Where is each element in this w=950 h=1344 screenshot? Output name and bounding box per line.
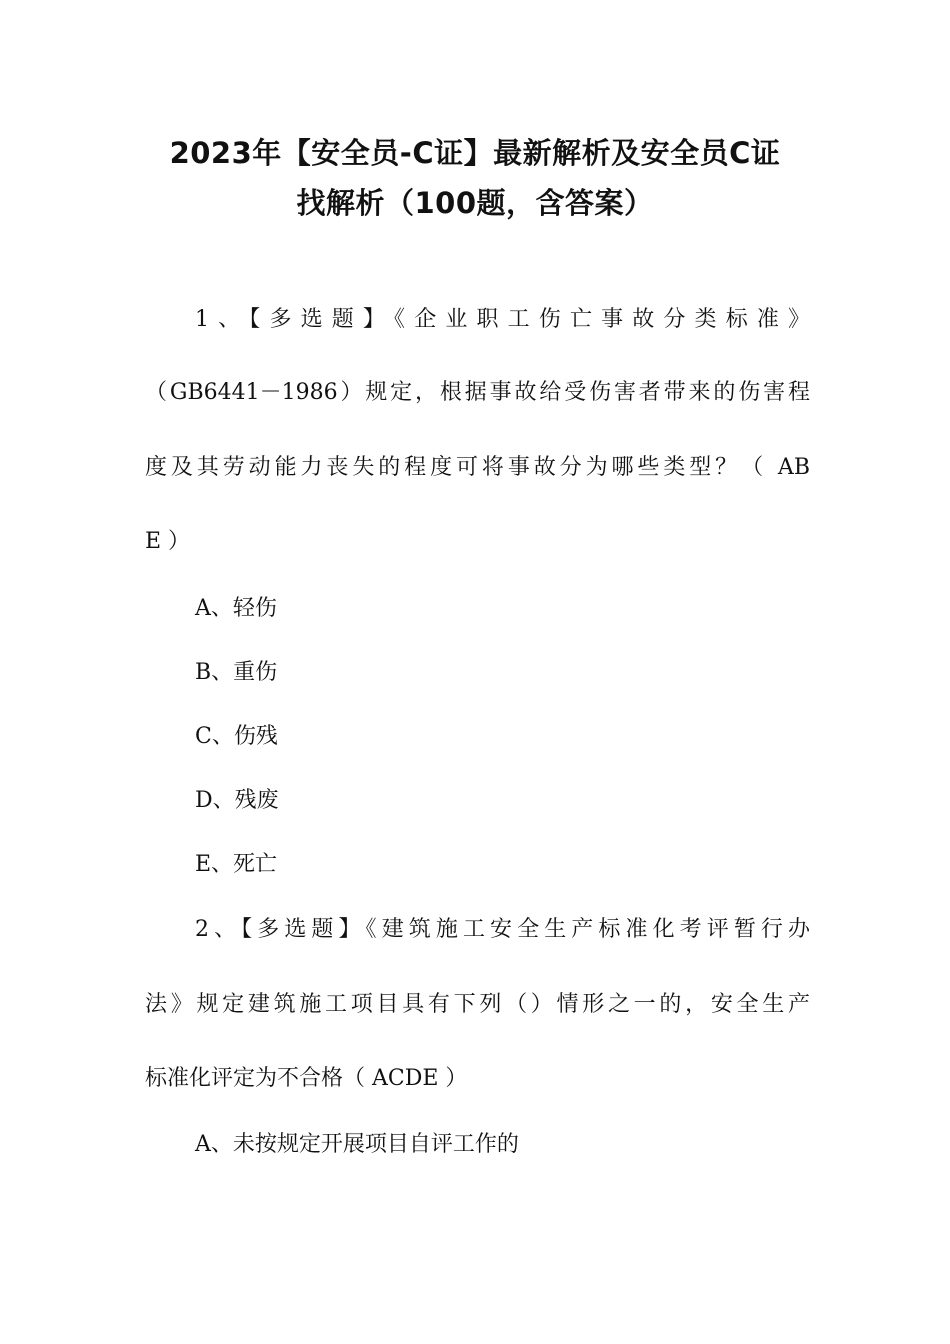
question-text-line: 2、【多选题】《建筑施工安全生产标准化考评暂行办 <box>195 917 810 942</box>
answer-option: C、伤残 <box>195 724 278 749</box>
question-text-line: 标准化评定为不合格（ ACDE ） <box>145 1066 468 1091</box>
answer-option: A、未按规定开展项目自评工作的 <box>195 1132 519 1157</box>
question-text-line: （GB6441－1986）规定，根据事故给受伤害者带来的伤害程 <box>145 380 810 405</box>
answer-option: A、轻伤 <box>195 596 277 621</box>
question-text-line: 法》规定建筑施工项目具有下列（）情形之一的，安全生产 <box>145 992 810 1017</box>
question-text-line: E ） <box>145 529 191 554</box>
question-text-line: 1、【多选题】《企业职工伤亡事故分类标准》 <box>195 307 810 332</box>
answer-option: E、死亡 <box>195 852 278 877</box>
title-line-2: 找解析（100题，含答案） <box>296 186 654 220</box>
title-line-1: 2023年【安全员-C证】最新解析及安全员C证 <box>169 136 781 170</box>
answer-option: D、残废 <box>195 788 279 813</box>
answer-option: B、重伤 <box>195 660 278 685</box>
question-text-line: 度及其劳动能力丧失的程度可将事故分为哪些类型？（ AB <box>145 455 810 480</box>
